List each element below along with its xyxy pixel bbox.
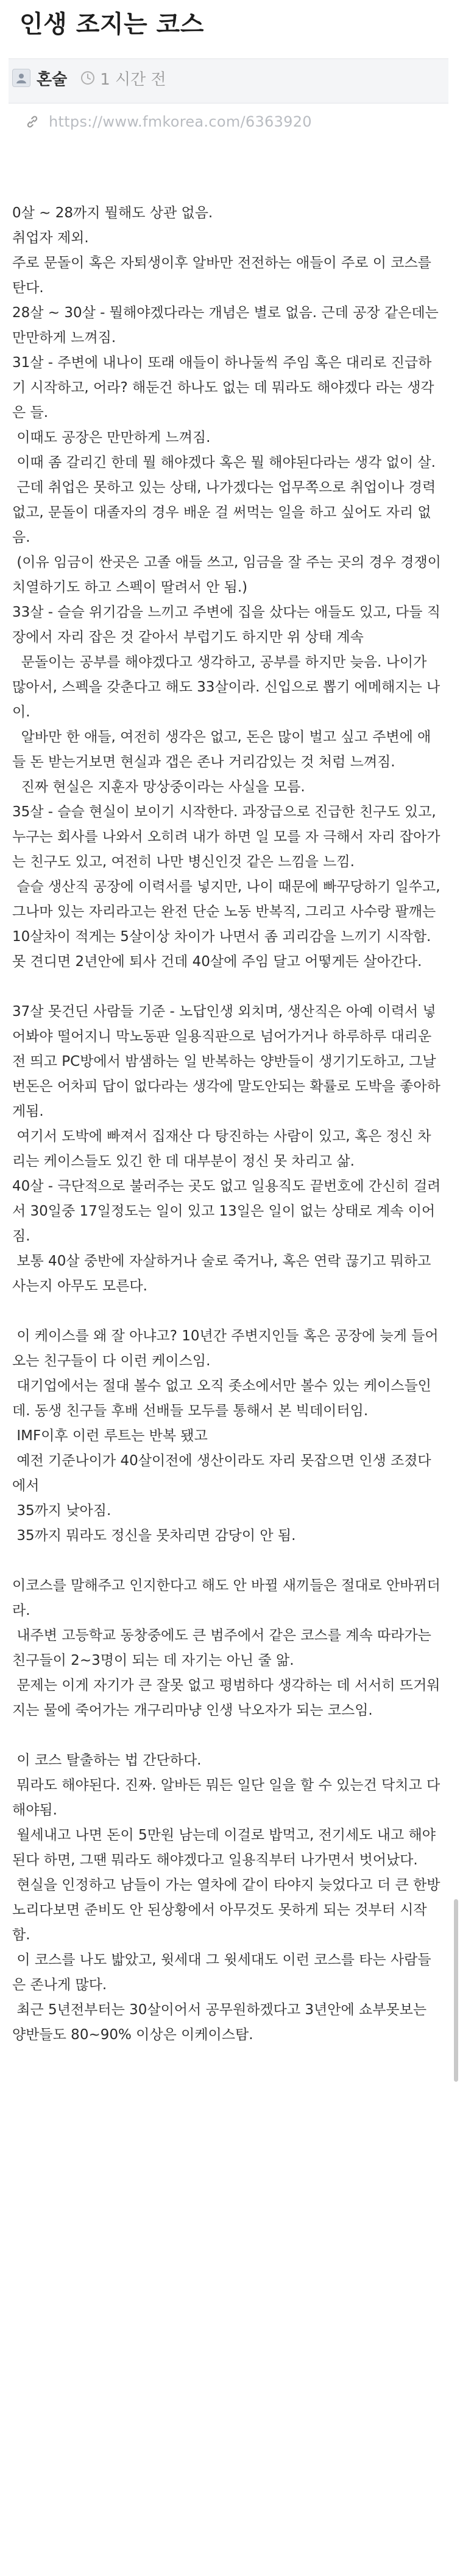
post-body: [12, 201, 444, 2048]
body-paragraph: 이 코스를 나도 밟았고, 윗세대 그 윗세대도 이런 코스를 타는 사람들은 존나게 많다.: [12, 1952, 431, 1993]
post-url[interactable]: https://www.fmkorea.com/6363920: [49, 113, 312, 130]
body-paragraph: 35까지 낮아짐.: [12, 1503, 111, 1519]
body-paragraph: 예전 기준나이가 40살이전에 생산이라도 자리 못잡으면 인생 조졌다에서: [12, 1453, 431, 1494]
post-url-row[interactable]: [24, 110, 312, 134]
post-title: 인생 조지는 코스: [19, 10, 204, 38]
body-paragraph: 근데 취업은 못하고 있는 상태, 나가겠다는 업무쪽으로 취업이나 경력 없고, 문돌이 대졸자의 경우 배운 걸 써먹는 일을 하고 싶어도 자리 없음.: [12, 480, 441, 545]
body-paragraph: 내주변 고등학교 동창중에도 큰 범주에서 같은 코스를 계속 따라가는 친구들이 2~3명이 되는 데 자기는 아닌 줄 앎.: [12, 1628, 436, 1668]
paragraph-spacer: [12, 1723, 444, 1748]
body-paragraph: 35까지 뭐라도 정신을 못차리면 감당이 안 됨.: [12, 1528, 296, 1544]
body-paragraph: 0살 ~ 28까지 뭘해도 상관 없음.: [12, 205, 213, 221]
scrollbar-thumb[interactable]: [454, 1899, 458, 2082]
body-paragraph: 28살 ~ 30살 - 뭘해야겠다라는 개념은 별로 없음. 근데 공장 같은데는 만만하게 느껴짐.: [12, 305, 444, 346]
body-paragraph: 이 코스 탈출하는 법 간단하다.: [12, 1752, 202, 1768]
paragraph-spacer: [12, 1299, 444, 1324]
post-time: 1 시간 전: [100, 70, 166, 89]
body-paragraph: 진짜 현실은 지훈자 망상중이라는 사실을 모름.: [12, 779, 305, 795]
body-paragraph: 취업자 제외.: [12, 230, 89, 246]
post-meta: [12, 66, 166, 90]
body-paragraph: 여기서 도박에 빠져서 집재산 다 탕진하는 사람이 있고, 혹은 정신 차리는 케이스들도 있긴 한 데 대부분이 정신 못 차리고 삶.: [12, 1129, 431, 1169]
body-paragraph: 35살 - 슬슬 현실이 보이기 시작한다. 과장급으로 진급한 친구도 있고, 누구는 회사를 나와서 오히려 내가 하면 일 모를 자 극해서 자리 잡아가는 친구도 있고, 여전히 나만 병신인것 같은 느낌을 느낌.: [12, 804, 441, 870]
body-paragraph: 슬슬 생산직 공장에 이력서를 넣지만, 나이 때문에 빠꾸당하기 일쑤고, 그나마 있는 자리라고는 완전 단순 노동 반복직, 그리고 사수랑 팔깨는 10살차이 적게는 5살이상 차이가 나면서 좀 괴리감을 느끼기 시작함. 못 견디면 2년안에 퇴사 건데 40살에 주임 달고 어떻게든 살아간다.: [12, 879, 445, 970]
body-paragraph: 현실을 인정하고 남들이 가는 열차에 같이 타야지 늦었다고 더 큰 한방 노리다보면 준비도 안 된상황에서 아무것도 못하게 되는 것부터 시작함.: [12, 1877, 445, 1943]
body-paragraph: 뭐라도 해야된다. 진짜. 알바든 뭐든 일단 일을 할 수 있는건 닥치고 다 해야됨.: [12, 1777, 445, 1818]
paragraph-spacer: [12, 1549, 444, 1573]
body-paragraph: 이때도 공장은 만만하게 느껴짐.: [12, 430, 211, 446]
author-profile-icon[interactable]: [12, 69, 30, 87]
body-paragraph: 최근 5년전부터는 30살이어서 공무원하겠다고 3년안에 쇼부못보는 양반들도 80~90% 이상은 이케이스탐.: [12, 2002, 431, 2043]
body-paragraph: 이때 좀 갈리긴 한데 뭘 해야겠다 혹은 뭘 해야된다라는 생각 없이 살.: [12, 455, 436, 471]
body-paragraph: 주로 문돌이 혹은 자퇴생이후 알바만 전전하는 애들이 주로 이 코스를 탄다.: [12, 255, 436, 296]
body-paragraph: 이 케이스를 왜 잘 아냐고? 10년간 주변지인들 혹은 공장에 늦게 들어오는 친구들이 다 이런 케이스임.: [12, 1328, 439, 1369]
body-paragraph: 31살 - 주변에 내나이 또래 애들이 하나둘씩 주임 혹은 대리로 진급하기 시작하고, 어라? 해둔건 하나도 없는 데 뭐라도 해야겠다 라는 생각은 들.: [12, 355, 434, 421]
body-paragraph: 33살 - 슬슬 위기감을 느끼고 주변에 집을 샀다는 애들도 있고, 다들 직장에서 자리 잡은 것 같아서 부럽기도 하지만 위 상태 계속: [12, 604, 441, 645]
body-paragraph: (이유 임금이 싼곳은 고졸 애들 쓰고, 임금을 잘 주는 곳의 경우 경쟁이 치열하기도 하고 스펙이 딸려서 안 됨.): [12, 555, 446, 595]
body-paragraph: 알바만 한 애들, 여전히 생각은 없고, 돈은 많이 벌고 싶고 주변에 애들 돈 받는거보면 현실과 갭은 존나 거리감있는 것 처럼 느껴짐.: [12, 729, 431, 770]
body-paragraph: IMF이후 이런 루트는 반복 됐고: [12, 1428, 208, 1444]
body-paragraph: 이코스를 말해주고 인지한다고 해도 안 바뀔 새끼들은 절대로 안바뀌더라.: [12, 1578, 441, 1619]
body-paragraph: 37살 못건딘 사람들 기준 - 노답인생 외치며, 생산직은 아예 이력서 넣어봐야 떨어지니 막노동판 일용직판으로 넘어가거나 하루하루 대리운전 띄고 PC방에서 밤샘하는 일 반복하는 양반들이 생기기도하고, 그날 번돈은 어차피 답이 없다라는 생각에 말도안되는 확률로 도박을 좋아하게됨.: [12, 1004, 441, 1119]
body-paragraph: 대기업에서는 절대 볼수 없고 오직 좃소에서만 볼수 있는 케이스들인 데. 동생 친구들 후배 선배들 모두를 통해서 본 빅데이터임.: [12, 1378, 436, 1419]
clock-icon: [80, 71, 95, 85]
body-paragraph: 문돌이는 공부를 해야겠다고 생각하고, 공부를 하지만 늦음. 나이가 많아서, 스펙을 갖춘다고 해도 33살이라. 신입으로 뽑기 에메해지는 나이.: [12, 654, 441, 720]
body-paragraph: 월세내고 나면 돈이 5만원 남는데 이걸로 밥먹고, 전기세도 내고 해야 된다 하면, 그땐 뭐라도 해야겠다고 일용직부터 나가면서 벗어났다.: [12, 1827, 441, 1868]
body-paragraph: 보통 40살 중반에 자살하거나 술로 죽거나, 혹은 연락 끊기고 뭐하고 사는지 아무도 모른다.: [12, 1253, 436, 1294]
body-paragraph: 문제는 이게 자기가 큰 잘못 없고 평범하다 생각하는 데 서서히 뜨거워지는 물에 죽어가는 개구리마냥 인생 낙오자가 되는 코스임.: [12, 1678, 441, 1718]
body-paragraph: 40살 - 극단적으로 불러주는 곳도 없고 일용직도 끝번호에 간신히 걸려서 30일중 17일정도는 일이 있고 13일은 일이 없는 상태로 계속 이어짐.: [12, 1178, 441, 1244]
link-icon: [24, 114, 40, 130]
author-name[interactable]: 혼술: [37, 70, 68, 89]
paragraph-spacer: [12, 975, 444, 999]
